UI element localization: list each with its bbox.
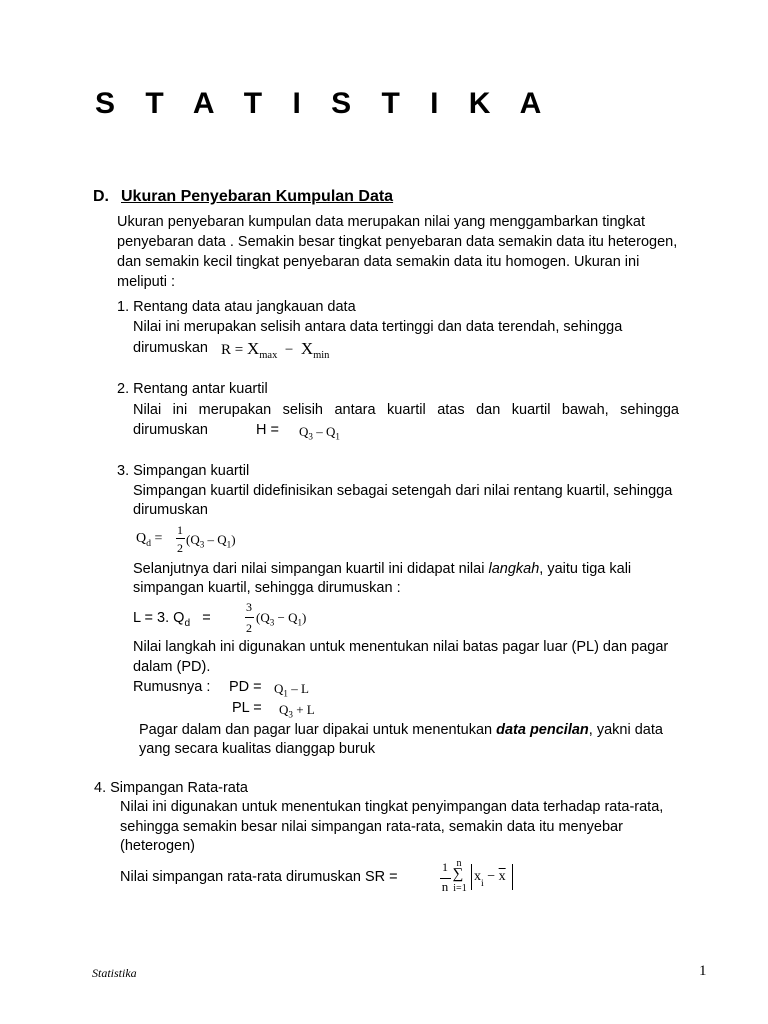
l-fraction-bar [245, 617, 254, 618]
item3-line1: Simpangan kuartil didefinisikan sebagai setengah dari nilai rentang kuartil, sehingga [133, 483, 673, 499]
pagar-line2: yang secara kualitas dianggap buruk [139, 741, 376, 757]
l-fraction-numerator: 3 [246, 600, 252, 614]
qd-fraction-denominator: 2 [177, 541, 183, 555]
item4-heading: 4. Simpangan Rata-rata [94, 780, 248, 796]
qd-fraction-bar [176, 538, 185, 539]
sum-upper-limit: n [456, 858, 462, 869]
langkah-line1: Selanjutnya dari nilai simpangan kuartil ini didapat nilai langkah, yaitu tiga kali [133, 561, 632, 577]
rumus-label: Rumusnya : [133, 679, 211, 695]
intro-line-4: meliputi : [117, 274, 176, 290]
range-formula: $R = X_{max} - X_{min}$ [221, 339, 330, 361]
item4-line3: (heterogen) [120, 838, 195, 854]
item3-heading: 3. Simpangan kuartil [117, 463, 250, 479]
pl-formula: $Q_3 + L$ [279, 702, 315, 720]
sr-fraction-denominator: n [441, 879, 449, 894]
pagar-line1: Pagar dalam dan pagar luar dipakai untuk menentukan data pencilan, yakni data [139, 722, 663, 738]
page-title: S T A T I S T I K A [95, 87, 553, 120]
item1-line2: dirumuskan [133, 340, 208, 356]
page-number: 1 [699, 963, 707, 979]
sr-abs-body: $x_i - \overline{x}$ [474, 869, 506, 889]
section-heading: Ukuran Penyebaran Kumpulan Data [121, 188, 394, 205]
abs-bar-left [471, 864, 472, 890]
langkah-line2: simpangan kuartil, sehingga dirumuskan : [133, 580, 401, 596]
qd-formula-body: $(Q_3 - Q_1)$ [186, 532, 236, 550]
iqr-formula-lhs: H = [256, 422, 279, 438]
abs-bar-right [512, 864, 513, 890]
item1-line1: Nilai ini merupakan selisih antara data tertinggi dan data terendah, sehingga [133, 319, 623, 335]
langkah-usage-line2: dalam (PD). [133, 659, 211, 675]
sum-lower-limit: i=1 [453, 883, 467, 894]
section-letter: D. [93, 188, 109, 205]
intro-line-2: penyebaran data . Semakin besar tingkat penyebaran data semakin data itu heterogen, [117, 234, 678, 250]
l-formula-body: $(Q_3 - Q_1)$ [256, 610, 307, 628]
item3-line2: dirumuskan [133, 502, 208, 518]
sr-formula-label: Nilai simpangan rata-rata dirumuskan SR = [120, 869, 398, 885]
item2-line2: dirumuskan [133, 422, 208, 438]
item4-line1: Nilai ini digunakan untuk menentukan tingkat penyimpangan data terhadap rata-rata, [120, 799, 664, 815]
pd-label: PD = [229, 679, 262, 695]
item2-heading: 2. Rentang antar kuartil [117, 381, 268, 397]
langkah-usage-line1: Nilai langkah ini digunakan untuk menentukan nilai batas pagar luar (PL) dan pagar [133, 639, 669, 655]
qd-formula-lhs: $Q_d$ = [136, 531, 163, 549]
item2-line1: Nilai ini merupakan selisih antara kuartil atas dan kuartil bawah, sehingga [133, 402, 679, 418]
footer-title: Statistika [92, 966, 137, 980]
l-formula-lhs: L = 3. $Q_d$ = [133, 610, 211, 629]
iqr-formula-rhs: $Q_3 - Q_1$ [299, 424, 340, 442]
intro-line-3: dan semakin kecil tingkat penyebaran data semakin data itu homogen. Ukuran ini [117, 254, 640, 270]
sigma-icon: ∑ [452, 866, 464, 882]
intro-line-1: Ukuran penyebaran kumpulan data merupakan nilai yang menggambarkan tingkat [117, 214, 645, 230]
sr-fraction-numerator: 1 [442, 860, 448, 874]
l-fraction-denominator: 2 [246, 621, 252, 635]
pd-formula: $Q_1$ – L [274, 681, 309, 699]
qd-fraction-numerator: 1 [177, 523, 183, 537]
pl-label: PL = [232, 700, 262, 716]
item4-line2: sehingga semakin besar nilai simpangan rata-rata, semakin data itu menyebar [120, 819, 623, 835]
item1-heading: 1. Rentang data atau jangkauan data [117, 299, 356, 315]
